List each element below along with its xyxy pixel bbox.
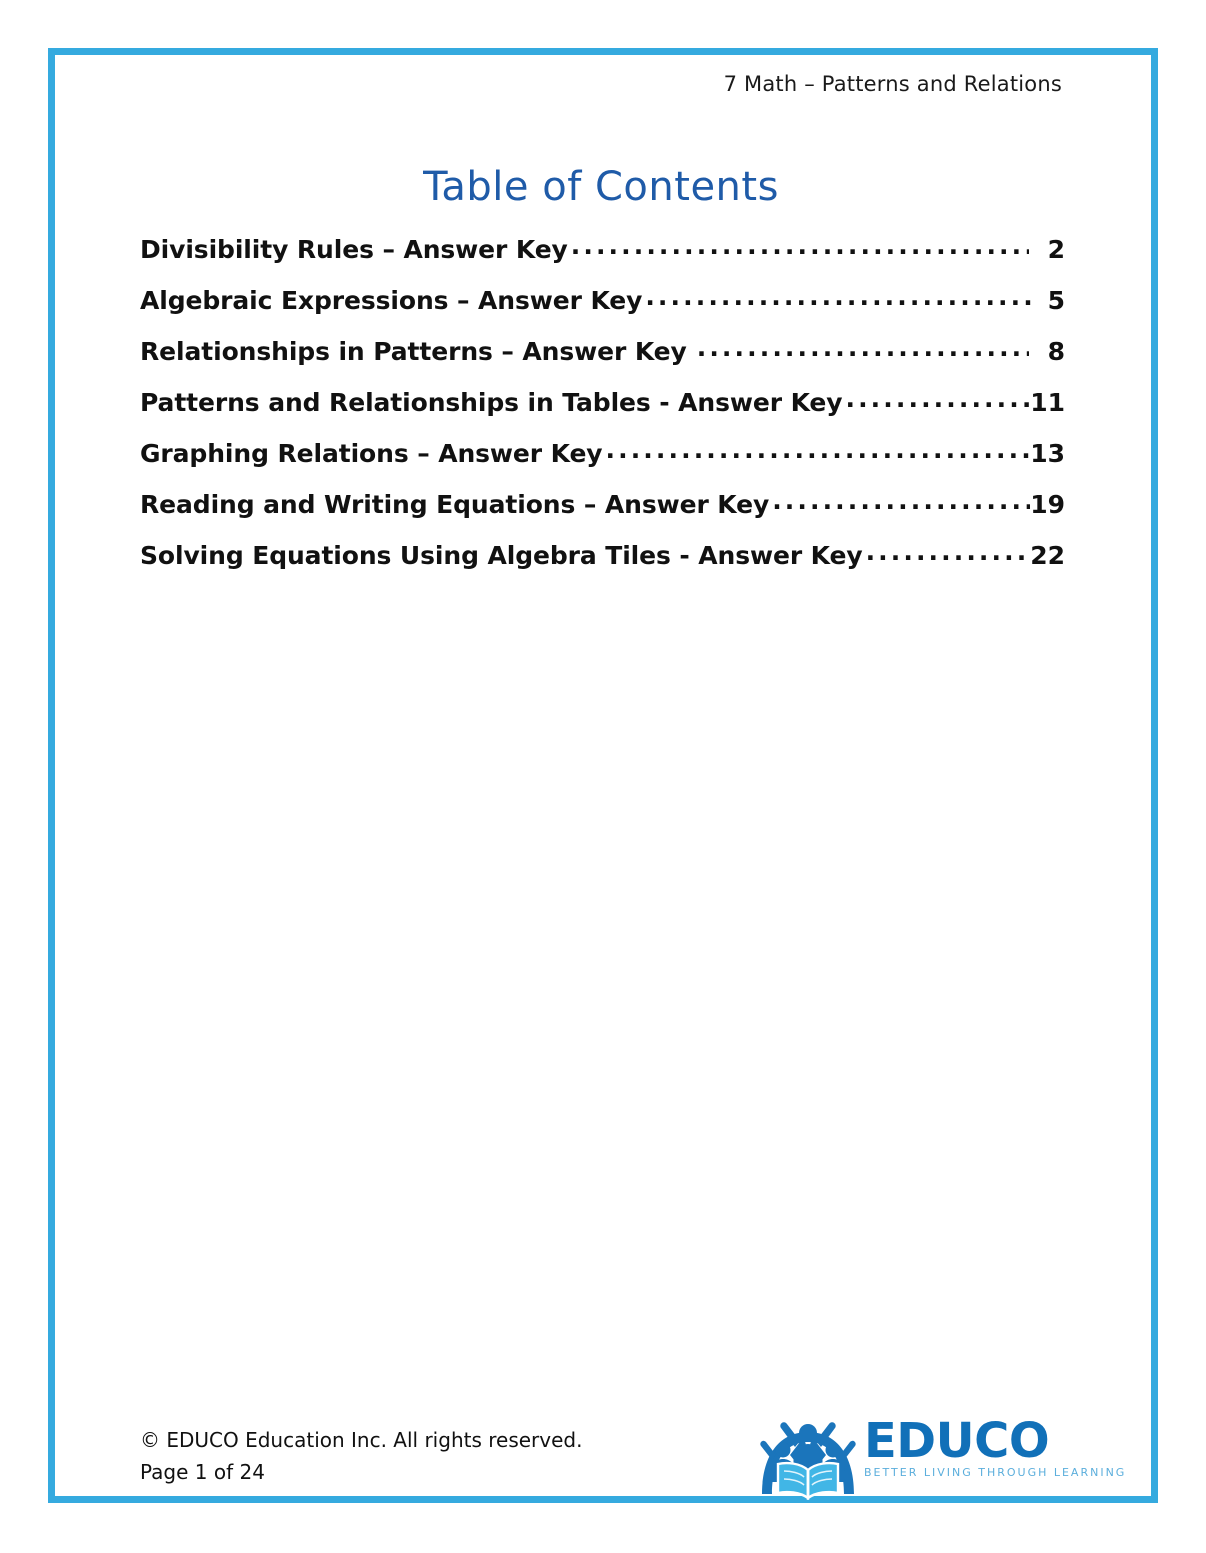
running-header: 7 Math – Patterns and Relations	[723, 72, 1062, 96]
toc-dot-leader	[606, 437, 1031, 462]
toc-entry-label: Relationships in Patterns – Answer Key	[140, 337, 687, 366]
educo-wordmark: EDUCO	[864, 1413, 1050, 1469]
educo-tagline: BETTER LIVING THROUGH LEARNING	[864, 1466, 1127, 1479]
toc-dot-leader	[772, 488, 1030, 513]
toc-entry-page-number: 5	[1047, 286, 1065, 315]
educo-wordmark-block	[864, 1413, 1127, 1480]
toc-entry-page-number: 13	[1030, 439, 1065, 468]
toc-entry-page-number: 22	[1030, 541, 1065, 570]
toc-dot-leader	[866, 539, 1031, 564]
toc-entry-patterns-and-relationships-in-tables[interactable]	[140, 377, 1065, 428]
table-of-contents	[140, 224, 1065, 581]
toc-entry-solving-equations-using-algebra-tiles[interactable]	[140, 530, 1065, 581]
educo-logo	[756, 1408, 1127, 1500]
toc-entry-label: Reading and Writing Equations – Answer Key	[140, 490, 770, 519]
toc-dot-leader	[571, 233, 1029, 258]
toc-entry-algebraic-expressions[interactable]	[140, 275, 1065, 326]
toc-dot-leader	[645, 284, 1031, 309]
page-title: Table of Contents	[423, 164, 779, 210]
toc-entry-page-number: 8	[1047, 337, 1065, 366]
page-number-label: Page 1 of 24	[140, 1460, 265, 1484]
page-footer	[140, 1413, 1127, 1494]
toc-entry-reading-and-writing-equations[interactable]	[140, 479, 1065, 530]
toc-entry-label: Divisibility Rules – Answer Key	[140, 235, 568, 264]
toc-entry-page-number: 19	[1030, 490, 1065, 519]
toc-entry-label: Graphing Relations – Answer Key	[140, 439, 603, 468]
toc-dot-leader	[845, 386, 1030, 411]
toc-entry-graphing-relations[interactable]	[140, 428, 1065, 479]
copyright-notice: © EDUCO Education Inc. All rights reserved.	[140, 1428, 583, 1452]
toc-entry-page-number: 2	[1047, 235, 1065, 264]
toc-entry-label: Patterns and Relationships in Tables - Answer Key	[140, 388, 843, 417]
educo-people-and-book-icon	[756, 1408, 860, 1500]
toc-entry-relationships-in-patterns[interactable]	[140, 326, 1065, 377]
toc-entry-label: Algebraic Expressions – Answer Key	[140, 286, 643, 315]
toc-entry-divisibility-rules[interactable]	[140, 224, 1065, 275]
toc-dot-leader	[697, 335, 1029, 360]
toc-entry-label: Solving Equations Using Algebra Tiles - Answer Key	[140, 541, 863, 570]
toc-entry-page-number: 11	[1030, 388, 1065, 417]
